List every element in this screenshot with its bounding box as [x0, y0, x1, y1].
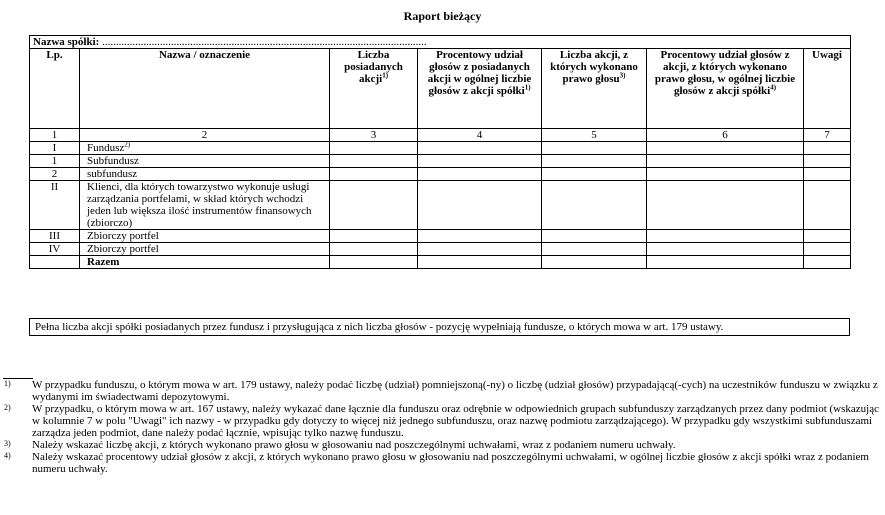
column-number: 2	[80, 129, 330, 142]
row-name[interactable]: Subfundusz	[80, 155, 330, 168]
footnote-item	[4, 439, 882, 451]
row-lp: III	[30, 230, 80, 243]
report-table	[29, 35, 851, 269]
table-row	[30, 181, 851, 230]
footnote-text: W przypadku funduszu, o którym mowa w art. 179 ustawy, należy podać liczbę (udział) pomniejszoną(-ny) o liczbę (udział głosów) przypadającą(-cych) na uczestników funduszu w związku z wydanymi im świadectwami depozytowymi.	[32, 379, 878, 403]
header-shares: Liczba posiadanych akcji$^{1)}$	[330, 49, 418, 129]
total-label: Razem	[80, 256, 330, 269]
row-lp	[30, 256, 80, 269]
row-cell[interactable]	[330, 142, 418, 155]
row-cell[interactable]	[542, 142, 647, 155]
row-cell[interactable]	[330, 230, 418, 243]
header-lp: Lp.	[30, 49, 80, 129]
column-number: 5	[542, 129, 647, 142]
company-row	[30, 36, 851, 49]
row-lp: 2	[30, 168, 80, 181]
column-number-row	[30, 129, 851, 142]
company-label: Nazwa spółki:	[33, 36, 100, 48]
row-lp: I	[30, 142, 80, 155]
row-cell[interactable]	[647, 142, 804, 155]
row-cell[interactable]	[647, 168, 804, 181]
column-number: 1	[30, 129, 80, 142]
row-cell[interactable]	[542, 168, 647, 181]
row-name[interactable]: Zbiorczy portfel	[80, 243, 330, 256]
row-cell[interactable]	[330, 168, 418, 181]
row-lp: II	[30, 181, 80, 230]
row-cell[interactable]	[542, 256, 647, 269]
footnote-text: Należy wskazać procentowy udział głosów z akcji, z których wykonano prawo głosu w głosowaniu nad poszczególnymi uchwałami, w ogólnej liczbie głosów z akcji spółki wraz z podaniem numeru uchwały.	[32, 451, 869, 475]
row-cell[interactable]	[330, 243, 418, 256]
note-box: Pełna liczba akcji spółki posiadanych przez fundusz i przysługująca z nich liczba głosów - pozycję wypełniają fundusze, o których mowa w art. 179 ustawy.	[29, 318, 850, 336]
row-cell[interactable]	[804, 155, 851, 168]
row-lp: 1	[30, 155, 80, 168]
column-number: 7	[804, 129, 851, 142]
row-cell[interactable]	[330, 155, 418, 168]
row-cell[interactable]	[647, 243, 804, 256]
row-cell[interactable]	[418, 230, 542, 243]
total-row	[30, 256, 851, 269]
column-number: 4	[418, 129, 542, 142]
row-cell[interactable]	[542, 230, 647, 243]
footnote-item	[4, 379, 882, 403]
row-cell[interactable]	[804, 181, 851, 230]
footnote-text: W przypadku, o którym mowa w art. 167 ustawy, należy wykazać dane łącznie dla funduszu oraz odrębnie w odpowiednich grupach subfunduszy zarządzanych przez dany podmiot (wskazując w kolumnie 7 w polu "Uwagi" ich nazwy - w przypadku gdy dotyczy to więcej niż jednego subfunduszu, oraz nazwę podmiotu zarządzającego). W przypadku gdy wszystkimi subfunduszami zarządza jeden podmiot, dane należy podać łącznie, wpisując tylko nazwę funduszu.	[32, 403, 879, 439]
row-cell[interactable]	[418, 256, 542, 269]
table-row	[30, 155, 851, 168]
table-row	[30, 243, 851, 256]
row-cell[interactable]	[804, 230, 851, 243]
table-row	[30, 230, 851, 243]
header-remarks: Uwagi	[804, 49, 851, 129]
footnote-mark: 3)	[4, 439, 11, 448]
row-cell[interactable]	[542, 155, 647, 168]
header-voted-shares: Liczba akcji, z których wykonano prawo głosu$^{3)}$	[542, 49, 647, 129]
footnote-item	[4, 403, 882, 439]
footnote-mark: 2)	[4, 403, 11, 412]
footnotes	[4, 379, 882, 475]
row-cell[interactable]	[804, 142, 851, 155]
row-lp: IV	[30, 243, 80, 256]
row-cell[interactable]	[804, 243, 851, 256]
header-pct-votes: Procentowy udział głosów z posiadanych akcji w ogólnej liczbie głosów z akcji spółki$^{1)}$	[418, 49, 542, 129]
row-cell[interactable]	[418, 142, 542, 155]
row-cell[interactable]	[418, 168, 542, 181]
row-cell[interactable]	[542, 181, 647, 230]
row-name[interactable]: Fundusz$^{2)}$	[80, 142, 330, 155]
row-name[interactable]: subfundusz	[80, 168, 330, 181]
header-pct-voted: Procentowy udział głosów z akcji, z których wykonano prawo głosu, w ogólnej liczbie głosów z akcji spółki$^{4)}$	[647, 49, 804, 129]
row-cell[interactable]	[804, 168, 851, 181]
row-cell[interactable]	[418, 181, 542, 230]
row-cell[interactable]	[647, 230, 804, 243]
row-cell[interactable]	[418, 155, 542, 168]
header-row	[30, 49, 851, 129]
footnote-text: Należy wskazać liczbę akcji, z których wykonano prawo głosu w głosowaniu nad poszczególnymi uchwałami, wraz z podaniem numeru uchwały.	[32, 439, 676, 451]
company-name-dots: ......................................................................................................................	[102, 36, 427, 48]
footnote-item	[4, 451, 882, 475]
report-title: Raport bieżący	[403, 9, 482, 23]
footnote-mark: 4)	[4, 451, 11, 460]
row-cell[interactable]	[418, 243, 542, 256]
row-cell[interactable]	[647, 155, 804, 168]
header-name: Nazwa / oznaczenie	[80, 49, 330, 129]
column-number: 3	[330, 129, 418, 142]
row-cell[interactable]	[330, 256, 418, 269]
table-row	[30, 142, 851, 155]
row-name[interactable]: Klienci, dla których towarzystwo wykonuje usługi zarządzania portfelami, w skład których wchodzi jeden lub większa ilość instrumentów finansowych (zbiorczo)	[80, 181, 330, 230]
column-number: 6	[647, 129, 804, 142]
row-cell[interactable]	[542, 243, 647, 256]
row-cell[interactable]	[647, 256, 804, 269]
company-name-cell[interactable]	[30, 36, 851, 49]
row-cell[interactable]	[647, 181, 804, 230]
footnote-mark: 1)	[4, 379, 11, 388]
row-cell[interactable]	[804, 256, 851, 269]
row-cell[interactable]	[330, 181, 418, 230]
row-name[interactable]: Zbiorczy portfel	[80, 230, 330, 243]
table-row	[30, 168, 851, 181]
